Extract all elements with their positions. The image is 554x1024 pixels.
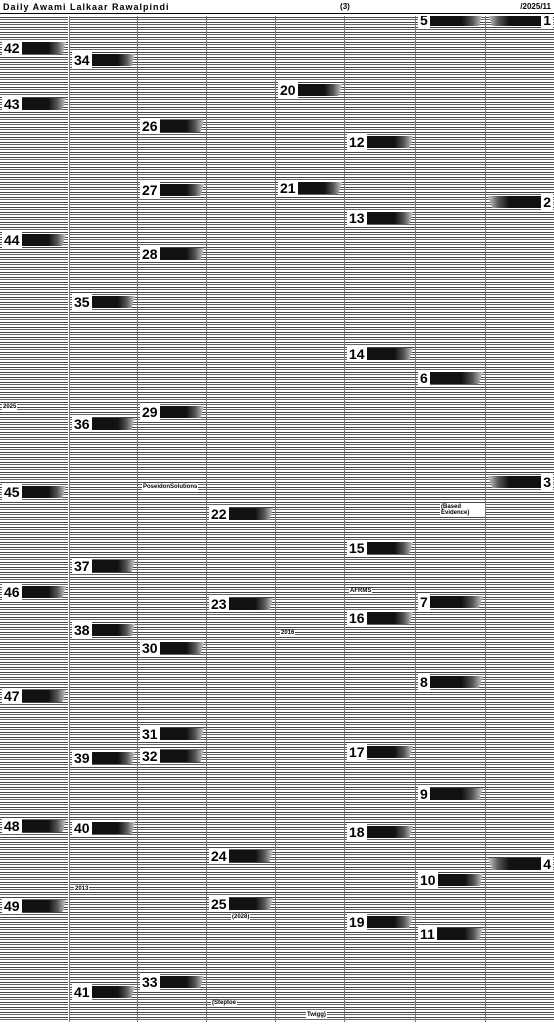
article-30-heading — [140, 640, 204, 656]
inline-text: PoseidonSolutions — [143, 484, 198, 490]
headline-banner — [22, 820, 66, 832]
headline-banner — [160, 248, 204, 260]
article-number: 33 — [142, 974, 158, 990]
column-4 — [206, 16, 275, 1022]
headline-banner — [92, 418, 135, 430]
article-20-heading — [278, 82, 342, 98]
page-number: (3) — [340, 2, 350, 11]
headline-banner — [488, 476, 541, 488]
article-47-heading — [2, 688, 66, 704]
headline-banner — [488, 16, 541, 26]
article-41-heading — [72, 984, 135, 1000]
article-3-heading — [488, 474, 553, 490]
article-45-heading — [2, 484, 66, 500]
column-8 — [485, 16, 554, 1022]
article-44-heading — [2, 232, 66, 248]
article-number: 3 — [543, 474, 551, 490]
inline-number: (2028) — [232, 914, 250, 920]
headline-banner — [229, 598, 273, 610]
headline-banner — [22, 98, 66, 110]
article-number: 34 — [74, 52, 90, 68]
headline-banner — [437, 928, 483, 940]
article-39-heading — [72, 750, 135, 766]
article-5-heading — [418, 16, 483, 28]
article-number: 12 — [349, 134, 365, 150]
article-number: 41 — [74, 984, 90, 1000]
article-number: 13 — [349, 210, 365, 226]
headline-banner — [160, 406, 204, 418]
column-5 — [275, 16, 344, 1022]
article-number: 19 — [349, 914, 365, 930]
headline-banner — [22, 690, 66, 702]
article-16-heading — [347, 610, 413, 626]
column-3 — [137, 16, 206, 1022]
headline-banner — [367, 542, 413, 554]
article-number: 24 — [211, 848, 227, 864]
article-number: 11 — [420, 926, 435, 942]
headline-banner — [298, 84, 342, 96]
article-34-heading — [72, 52, 135, 68]
article-number: 16 — [349, 610, 365, 626]
inline-text: (Steptoe — [212, 1000, 236, 1006]
article-32-heading — [140, 748, 204, 764]
article-number: 9 — [420, 786, 428, 802]
article-number: 2 — [543, 194, 551, 210]
article-22-heading — [209, 506, 273, 522]
article-4-heading — [488, 856, 553, 872]
inline-text: AFRMS — [350, 588, 372, 594]
article-28-heading — [140, 246, 204, 262]
article-25-heading — [209, 896, 273, 912]
column-7 — [415, 16, 485, 1022]
article-number: 8 — [420, 674, 428, 690]
article-number: 48 — [4, 818, 20, 834]
article-number: 42 — [4, 40, 20, 56]
headline-banner — [298, 182, 342, 194]
headline-banner — [22, 42, 66, 54]
article-35-heading — [72, 294, 135, 310]
article-number: 46 — [4, 584, 20, 600]
headline-banner — [22, 900, 66, 912]
headline-banner — [22, 586, 66, 598]
article-19-heading — [347, 914, 413, 930]
headline-banner — [160, 642, 204, 654]
article-49-heading — [2, 898, 66, 914]
article-42-heading — [2, 40, 66, 56]
headline-banner — [92, 822, 135, 834]
article-number: 27 — [142, 182, 158, 198]
headline-banner — [160, 750, 204, 762]
article-number: 38 — [74, 622, 90, 638]
headline-banner — [92, 296, 135, 308]
article-23-heading — [209, 596, 273, 612]
article-number: 25 — [211, 896, 227, 912]
article-21-heading — [278, 180, 342, 196]
article-number: 47 — [4, 688, 20, 704]
article-number: 20 — [280, 82, 296, 98]
article-18-heading — [347, 824, 413, 840]
inline-number: 2025 — [3, 404, 17, 410]
article-6-heading — [418, 370, 483, 386]
article-31-heading — [140, 726, 204, 742]
article-24-heading — [209, 848, 273, 864]
headline-banner — [438, 874, 483, 886]
article-number: 1 — [541, 16, 553, 28]
headline-banner — [92, 752, 135, 764]
article-number: 32 — [142, 748, 158, 764]
headline-banner — [367, 916, 413, 928]
article-number: 14 — [349, 346, 365, 362]
headline-banner — [367, 826, 413, 838]
article-12-heading — [347, 134, 413, 150]
article-9-heading — [418, 786, 483, 802]
article-33-heading — [140, 974, 204, 990]
headline-banner — [160, 184, 204, 196]
article-8-heading — [418, 674, 483, 690]
headline-banner — [430, 372, 483, 384]
headline-banner — [160, 728, 204, 740]
article-14-heading — [347, 346, 413, 362]
article-number: 17 — [349, 744, 365, 760]
article-number: 37 — [74, 558, 90, 574]
column-2 — [69, 16, 137, 1022]
inline-text: (Based Evidence) — [440, 504, 485, 516]
article-number: 44 — [4, 232, 20, 248]
article-number: 45 — [4, 484, 20, 500]
article-number: 23 — [211, 596, 227, 612]
headline-banner — [229, 508, 273, 520]
article-number: 39 — [74, 750, 90, 766]
column-6 — [344, 16, 415, 1022]
headline-banner — [430, 16, 483, 26]
inline-number: 2016 — [281, 630, 295, 636]
article-40-heading — [72, 820, 135, 836]
article-number: 26 — [142, 118, 158, 134]
article-1-heading — [488, 16, 553, 28]
article-13-heading — [347, 210, 413, 226]
article-number: 4 — [543, 856, 551, 872]
newspaper-title: Daily Awami Lalkaar Rawalpindi — [3, 1, 170, 12]
headline-banner — [229, 898, 273, 910]
article-number: 43 — [4, 96, 20, 112]
article-number: 31 — [142, 726, 158, 742]
article-43-heading — [2, 96, 66, 112]
article-number: 10 — [420, 872, 436, 888]
article-number: 30 — [142, 640, 158, 656]
headline-banner — [367, 746, 413, 758]
article-10-heading — [418, 872, 483, 888]
article-11-heading — [418, 926, 483, 942]
article-number: 49 — [4, 898, 20, 914]
article-number: 6 — [420, 370, 428, 386]
headline-banner — [22, 234, 66, 246]
masthead-bar — [0, 0, 554, 14]
article-17-heading — [347, 744, 413, 760]
headline-banner — [22, 486, 66, 498]
article-26-heading — [140, 118, 204, 134]
inline-text: Twigg) — [307, 1012, 326, 1018]
article-2-heading — [488, 194, 553, 210]
issue-date: 2025/11/ — [520, 2, 551, 11]
article-number: 36 — [74, 416, 90, 432]
article-27-heading — [140, 182, 204, 198]
article-number: 29 — [142, 404, 158, 420]
article-number: 5 — [418, 16, 430, 28]
article-37-heading — [72, 558, 135, 574]
headline-banner — [160, 120, 204, 132]
headline-banner — [160, 976, 204, 988]
headline-banner — [92, 54, 135, 66]
article-29-heading — [140, 404, 204, 420]
column-1 — [0, 16, 68, 1022]
article-46-heading — [2, 584, 66, 600]
article-number: 18 — [349, 824, 365, 840]
article-48-heading — [2, 818, 66, 834]
headline-banner — [92, 986, 135, 998]
headline-banner — [367, 348, 413, 360]
headline-banner — [92, 560, 135, 572]
headline-banner — [367, 212, 413, 224]
article-number: 22 — [211, 506, 227, 522]
headline-banner — [229, 850, 273, 862]
headline-banner — [430, 596, 483, 608]
article-number: 7 — [420, 594, 428, 610]
headline-banner — [92, 624, 135, 636]
article-36-heading — [72, 416, 135, 432]
article-38-heading — [72, 622, 135, 638]
headline-banner — [430, 788, 483, 800]
headline-banner — [367, 612, 413, 624]
article-number: 28 — [142, 246, 158, 262]
article-number: 35 — [74, 294, 90, 310]
article-number: 40 — [74, 820, 90, 836]
article-15-heading — [347, 540, 413, 556]
article-7-heading — [418, 594, 483, 610]
article-number: 21 — [280, 180, 296, 196]
article-number: 15 — [349, 540, 365, 556]
headline-banner — [367, 136, 413, 148]
headline-banner — [488, 196, 541, 208]
headline-banner — [430, 676, 483, 688]
headline-banner — [488, 858, 541, 870]
inline-number: 2013 — [75, 886, 89, 892]
